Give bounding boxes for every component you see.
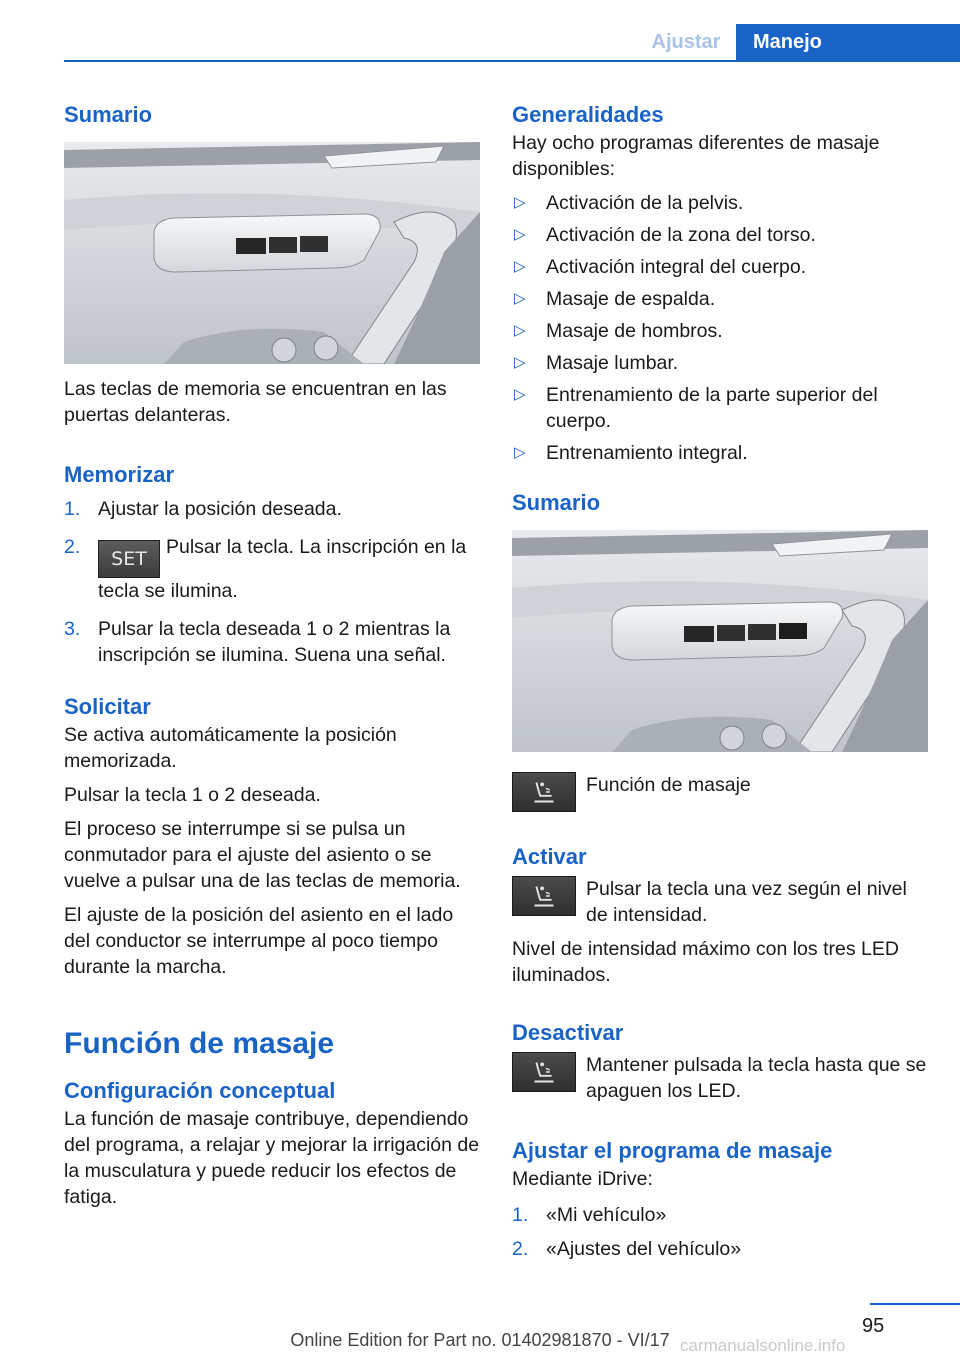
solicitar-paragraph: El proceso se interrumpe si se pulsa un conmutador para el ajuste del asiento o se vuelve a pulsar una de las teclas de memoria.: [64, 818, 461, 892]
list-item: [512, 222, 928, 248]
program-text: Entrenamiento de la parte superior del cuerpo.: [546, 384, 878, 432]
memorizar-steps: [64, 496, 480, 668]
program-text: Masaje de hombros.: [546, 320, 723, 342]
list-item: [512, 1202, 928, 1228]
list-item: [64, 496, 480, 522]
set-key-icon: SET: [98, 540, 160, 578]
triangle-bullet-icon: ▷: [514, 354, 526, 371]
step-number: 3.: [64, 618, 81, 640]
activar-key-row: [512, 876, 928, 928]
desactivar-key-row: [512, 1052, 928, 1104]
edition-text: Online Edition for Part no. 01402981870 - VI/17: [290, 1330, 670, 1350]
list-item: [512, 254, 928, 280]
door-memory-buttons-photo: [64, 142, 480, 364]
generalidades-text: Hay ocho programas diferentes de masaje disponibles:: [512, 132, 880, 180]
page-header: [0, 0, 960, 64]
watermark: carmanualsonline.info: [680, 1336, 846, 1355]
massage-key-caption: Función de masaje: [586, 774, 751, 796]
heading-configuracion: Configuración conceptual: [64, 1078, 336, 1103]
program-text: Activación de la pelvis.: [546, 192, 744, 214]
massage-key-icon: [512, 772, 576, 812]
step-number: 1.: [512, 1204, 529, 1226]
door-massage-buttons-photo: [512, 530, 928, 752]
step-text: Ajustar la posición deseada.: [98, 498, 342, 520]
triangle-bullet-icon: ▷: [514, 386, 526, 403]
section-tab-ajustar: Ajustar: [651, 30, 721, 53]
program-text: Masaje lumbar.: [546, 352, 679, 374]
step-text: Pulsar la tecla. La inscripción en la tecla se ilumina.: [98, 536, 467, 602]
program-text: Masaje de espalda.: [546, 288, 716, 310]
page-number: 95: [862, 1315, 885, 1337]
triangle-bullet-icon: ▷: [514, 194, 526, 211]
sumario-text: Las teclas de memoria se encuentran en las puertas delanteras.: [64, 378, 447, 426]
program-text: Entrenamiento integral.: [546, 442, 748, 464]
ajustar-steps: [512, 1202, 928, 1262]
list-item: [512, 440, 928, 466]
heading-generalidades: Generalidades: [512, 102, 664, 127]
solicitar-paragraph: Pulsar la tecla 1 o 2 deseada.: [64, 784, 321, 806]
triangle-bullet-icon: ▷: [514, 322, 526, 339]
triangle-bullet-icon: ▷: [514, 290, 526, 307]
section-tab-manejo: Manejo: [736, 24, 960, 60]
heading-memorizar: Memorizar: [64, 462, 175, 487]
heading-sumario-masaje: Sumario: [512, 490, 601, 515]
step-number: 2.: [64, 536, 81, 558]
massage-key-icon: [512, 1052, 576, 1092]
desactivar-text: Mantener pulsada la tecla hasta que se apaguen los LED.: [586, 1054, 927, 1102]
activar-note: Nivel de intensidad máximo con los tres LED iluminados.: [512, 938, 899, 986]
list-item: [64, 616, 480, 668]
step-number: 1.: [64, 498, 81, 520]
heading-solicitar: Solicitar: [64, 694, 151, 719]
triangle-bullet-icon: ▷: [514, 226, 526, 243]
solicitar-paragraph: El ajuste de la posición del asiento en el lado del conductor se interrumpe al poco tiempo durante la marcha.: [64, 904, 454, 978]
triangle-bullet-icon: ▷: [514, 258, 526, 275]
heading-funcion-de-masaje: Función de masaje: [64, 1027, 335, 1060]
heading-sumario: Sumario: [64, 102, 153, 127]
list-item: [512, 190, 928, 216]
list-item: [512, 318, 928, 344]
program-text: Activación integral del cuerpo.: [546, 256, 807, 278]
list-item: [512, 350, 928, 376]
triangle-bullet-icon: ▷: [514, 444, 526, 461]
header-rule: [64, 60, 960, 62]
heading-desactivar: Desactivar: [512, 1020, 624, 1045]
list-item: [512, 382, 928, 434]
config-text: La función de masaje contribuye, dependiendo del programa, a relajar y mejorar la irrigación de la musculatura y puede reducir los efectos de fatiga.: [64, 1108, 480, 1208]
solicitar-paragraph: Se activa automáticamente la posición memorizada.: [64, 724, 397, 772]
list-item: [512, 1236, 928, 1262]
step-number: 2.: [512, 1238, 529, 1260]
list-item: [64, 534, 480, 604]
massage-key-row: [512, 772, 928, 812]
program-text: Activación de la zona del torso.: [546, 224, 816, 246]
right-column: [512, 100, 928, 1262]
step-text: Pulsar la tecla deseada 1 o 2 mientras la inscripción se ilumina. Suena una señal.: [98, 618, 451, 666]
ajustar-text: Mediante iDrive:: [512, 1168, 653, 1190]
heading-ajustar-programa: Ajustar el programa de masaje: [512, 1138, 833, 1163]
massage-key-icon: [512, 876, 576, 916]
step-text: «Ajustes del vehículo»: [546, 1238, 742, 1260]
step-text: «Mi vehículo»: [546, 1204, 667, 1226]
footer-rule: [870, 1303, 960, 1305]
list-item: [512, 286, 928, 312]
massage-programs-list: [512, 190, 928, 466]
left-column: [64, 100, 480, 1210]
heading-activar: Activar: [512, 844, 587, 869]
activar-text: Pulsar la tecla una vez según el nivel de intensidad.: [586, 878, 907, 926]
